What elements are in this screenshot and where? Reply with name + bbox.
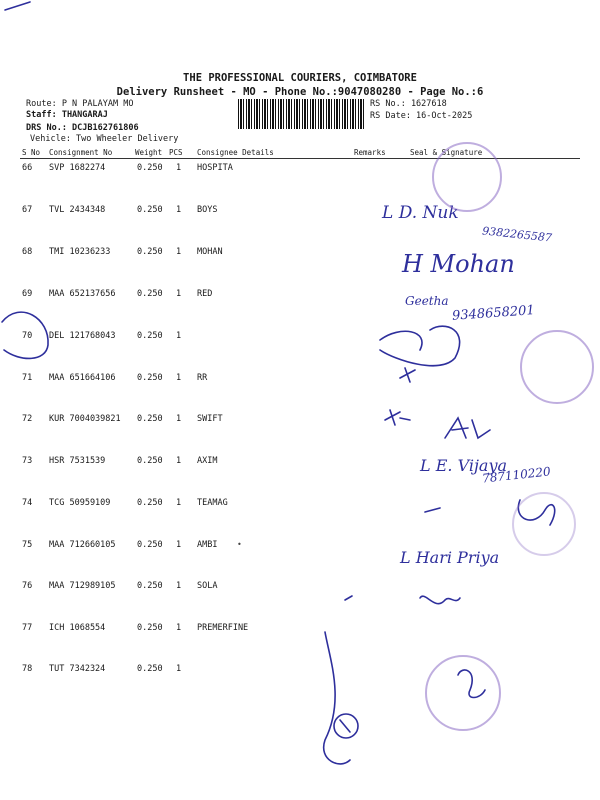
row-consignment: MAA 712660105 [49,540,116,550]
row-consignee: MOHAN [197,247,223,257]
row-pcs: 1 [176,373,182,383]
row-sno: 74 [22,498,33,508]
row-consignee: PREMERFINE [197,623,249,633]
phone-note-row-73: 787110220 [481,464,552,486]
tick-mark-row-71 [400,368,415,382]
row-consignee: AXIM [197,456,218,466]
phone-note-row-67: 9382265587 [481,224,553,245]
row-weight: 0.250 [137,289,163,299]
company-seal-stamp [520,330,594,404]
col-seal: Seal & Signature [410,148,483,157]
col-weight: Weight [135,148,163,157]
row-weight: 0.250 [137,247,163,257]
row-weight: 0.250 [137,623,163,633]
row-pcs: 1 [176,581,182,591]
row-weight: 0.250 [137,498,163,508]
top-corner-mark [5,2,30,10]
staff-label: Staff: THANGARAJ [26,110,108,120]
row-pcs: 1 [176,623,182,633]
row-consignment: SVP 1682274 [49,163,106,173]
row-pcs: 1 [176,456,182,466]
runsheet-subtitle: Delivery Runsheet - MO - Phone No.:9047080280 - Page No.:6 [116,86,484,98]
company-seal-stamp [512,492,576,556]
tick-mark-row-72 [385,410,410,425]
col-consignment: Consignment No [49,148,113,157]
row-sno: 69 [22,289,33,299]
row-pcs: 1 [176,205,182,215]
row-consignment: TCG 50959109 [49,498,111,508]
company-title: THE PROFESSIONAL COURIERS, COIMBATORE [183,72,417,84]
row-weight: 0.250 [137,163,163,173]
row-consignee: HOSPITA [197,163,233,173]
row-consignee: TEAMAG [197,498,228,508]
company-seal-stamp [425,655,501,731]
phone-note-row-69: 9348658201 [451,303,536,324]
row-sno: 67 [22,205,33,215]
row-consignment: MAA 651664106 [49,373,116,383]
row-consignee: SOLA [197,581,218,591]
row-weight: 0.250 [137,581,163,591]
tick-mark-row-74 [425,508,440,512]
signature-row-68: H Mohan [402,250,515,278]
row-sno: 76 [22,581,33,591]
row-pcs: 1 [176,331,182,341]
signature-row-67: L D. Nuk [382,203,459,223]
signature-row-70 [380,326,460,365]
col-sno: S No [22,148,41,157]
row-consignment: TMI 10236233 [49,247,111,257]
row-consignment: TVL 2434348 [49,205,106,215]
signature-row-69: Geetha [405,294,449,308]
signature-row-72 [445,418,490,438]
scribble-row-77 [324,632,350,764]
row-pcs: 1 [176,540,182,550]
row-consignment: HSR 7531539 [49,456,106,466]
row-consignee: AMBI [197,540,218,550]
row-consignment: DEL 121768043 [49,331,116,341]
row-weight: 0.250 [137,414,163,424]
tick-mark-row-76 [345,596,352,600]
row-sno: 73 [22,456,33,466]
company-seal-stamp [432,142,502,212]
row-pcs: 1 [176,414,182,424]
row-sno: 78 [22,664,33,674]
row-consignment: MAA 652137656 [49,289,116,299]
rs-number: RS No.: 1627618 [370,99,447,109]
row-pcs: 1 [176,163,182,173]
row-weight: 0.250 [137,373,163,383]
row-sno: 68 [22,247,33,257]
row-sno: 75 [22,540,33,550]
row-pcs: 1 [176,247,182,257]
row-consignment: TUT 7342324 [49,664,106,674]
col-consignee: Consignee Details [197,148,274,157]
dot-mark: • [237,540,242,549]
row-weight: 0.250 [137,456,163,466]
signature-row-73: L E. Vijaya [420,456,508,475]
row-consignee: SWIFT [197,414,223,424]
row-consignee: RR [197,373,208,383]
row-consignee: RED [197,289,213,299]
row-sno: 66 [22,163,33,173]
row-sno: 72 [22,414,33,424]
row-sno: 71 [22,373,33,383]
col-pcs: PCS [169,148,183,157]
row-weight: 0.250 [137,540,163,550]
signature-row-76 [420,596,460,603]
row-pcs: 1 [176,498,182,508]
row-consignee: BOYS [197,205,218,215]
row-consignment: MAA 712989105 [49,581,116,591]
row-pcs: 1 [176,664,182,674]
row-weight: 0.250 [137,205,163,215]
rs-date: RS Date: 16-Oct-2025 [370,111,473,121]
row-weight: 0.250 [137,664,163,674]
vehicle-label: Vehicle: Two Wheeler Delivery [30,134,179,144]
circle-mark-row-70 [2,312,48,358]
row-weight: 0.250 [137,331,163,341]
row-consignment: ICH 1068554 [49,623,106,633]
row-sno: 70 [22,331,33,341]
route-label: Route: P N PALAYAM MO [26,99,134,109]
signature-row-75: L Hari Priya [400,548,500,567]
row-sno: 77 [22,623,33,633]
col-remarks: Remarks [354,148,386,157]
drs-label: DRS No.: DCJB162761806 [26,123,139,133]
row-consignment: KUR 7004039821 [49,414,121,424]
row-pcs: 1 [176,289,182,299]
